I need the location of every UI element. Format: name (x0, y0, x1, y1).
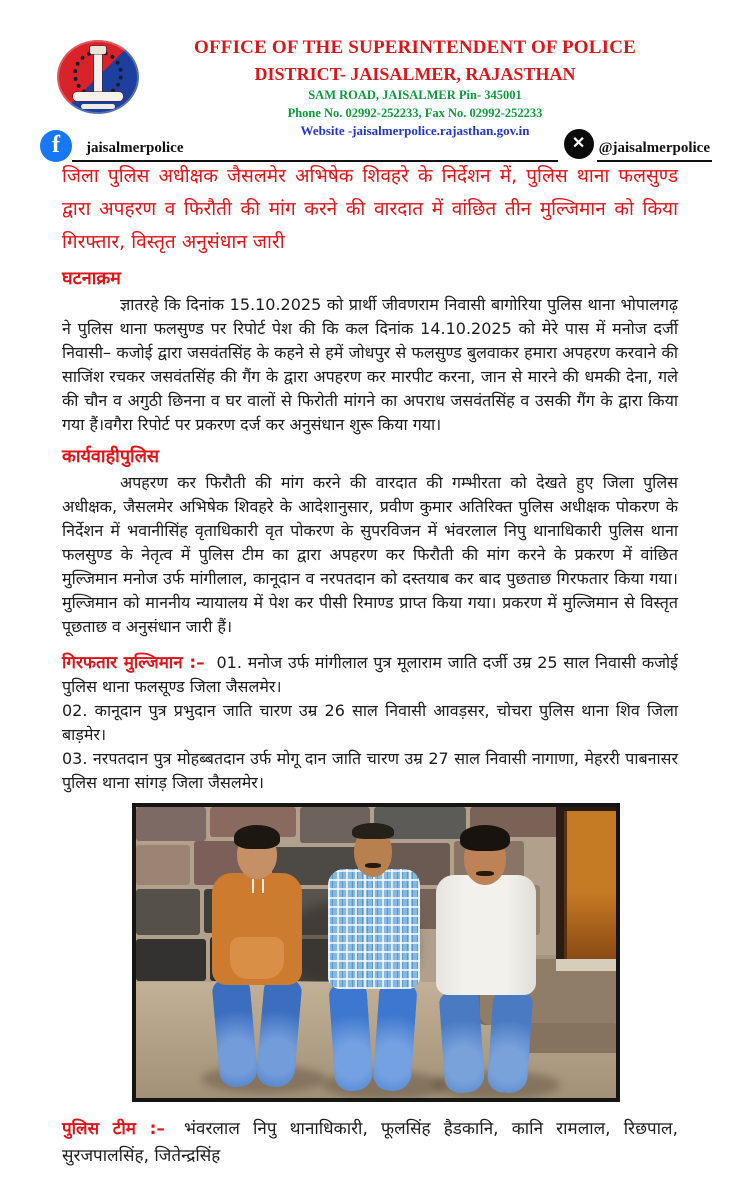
person-right-mustache (476, 871, 494, 876)
section-heading-events: घटनाक्रम (62, 268, 121, 289)
emblem-crest (90, 46, 106, 54)
arrested-item-1: 01. मनोज उर्फ मांगीलाल पुत्र मूलाराम जाति दर्जी उम्र 25 साल निवासी कजोई पुलिस थाना फलसूण्ड जिला जैसलमेर। (62, 653, 678, 696)
wooden-door (564, 811, 616, 959)
arrested-list-line-1 (62, 651, 678, 699)
person-left-hair (234, 825, 280, 849)
x-twitter-icon: ✕ (564, 129, 594, 159)
door-sill (556, 959, 616, 971)
person-middle-torso (328, 869, 420, 989)
facebook-icon: f (40, 130, 72, 162)
person-middle-leg (328, 982, 373, 1092)
person-middle-leg (372, 982, 417, 1092)
district-title: DISTRICT- JAISALMER, RAJASTHAN (254, 64, 576, 84)
facebook-handle: jaisalmerpolice (72, 140, 558, 162)
wall-stone (136, 807, 206, 841)
x-handle: @jaisalmerpolice (597, 140, 712, 162)
person-left-pocket (230, 937, 284, 979)
events-paragraph: ज्ञातरहे कि दिनांक 15.10.2025 को प्रार्थी जीवणराम निवासी बागोरिया पुलिस थाना भोपालगढ़ ने पुलिस थाना फलसुण्ड पर रिपोर्ट पेश की कि कल दिनांक 14.10.2025 को मेरे पास में मनोज दर्जी निवासी– कजोई द्वारा जसवंतसिंह के कहने से हमें जोधपुर से फलसुण्ड बुलवाकर हमारा अपहरण करवाने की साजिंश रचकर जसवंतसिंह की गैंग के द्वारा अपहरण कर मारपीट करना, जान से मारने की धमकी देना, गले की चौन व अगुठी छिनना व घर वालों से फिरोती मांगने का अपराध जसवंतसिंह व उसकी गैंग के द्वारा किया गया हैं।वगैरा रिपोर्ट पर प्रकरण दर्ज कर अनुसंधान शुरू किया गया। (62, 295, 678, 434)
person-left-drawstring (252, 879, 254, 893)
action-paragraph: अपहरण कर फिरौती की मांग करने की वारदात की गम्भीरता को देखते हुए जिला पुलिस अधीक्षक, जैसलमेर अभिषेक शिवहरे के आदेशानुसार, प्रवीण कुमार अतिरिक्त पुलिस अधीक्षक पोकरण के निर्देशन में भवानीसिंह वृताधिकारी वृत पोकरण के सुपरविजन में भंवरलाल निपु थानाधिकारी पुलिस थाना फलसुण्ड के नेतृत्व में पुलिस टीम का द्वारा अपहरण कर फिरौती की मांग करने के प्रकरण में वांछित मुल्जिमान मनोज उर्फ मांगीलाल, कानूदान व नरपतदान को दस्तयाब कर बाद पुछताछ गिरफतार किया गया। मुल्जिमान को माननीय न्यायालय में पेश कर पीसी रिमाण्ड प्राप्त किया गया। प्रकरण में मुल्जिमान से विस्तृत पूछताछ व अनुसंधान जारी हैं। (62, 473, 678, 636)
emblem-scroll (81, 104, 115, 109)
wall-stone (136, 939, 206, 981)
team-label: पुलिस टीम :– (62, 1119, 165, 1139)
person-right-leg (438, 990, 485, 1095)
person-right-leg (486, 990, 533, 1095)
person-middle-hair (352, 823, 394, 839)
emblem-banner (73, 92, 123, 101)
arrested-label: गिरफतार मुल्जिमान :– (62, 653, 205, 673)
social-bar (40, 125, 712, 162)
suspects-photo (132, 803, 620, 1102)
letterhead (150, 37, 680, 139)
person-middle-mustache (365, 863, 381, 868)
arrested-item-3: 03. नरपतदान पुत्र मोहब्बतदान उर्फ मोगू दान जाति चारण उम्र 27 साल निवासी नागाणा, मेहररी पाबनासर पुलिस थाना सांगड़ जिला जैसलमेर। (62, 749, 678, 792)
team-members: भंवरलाल निपु थानाधिकारी, फूलसिंह हैडकानि, कानि रामलाल, रिछपाल, सुरजपालसिंह, जितेन्द्रसिंह (62, 1119, 678, 1166)
wall-stone (136, 845, 190, 885)
wall-stone (136, 889, 200, 935)
person-left-drawstring (262, 879, 264, 893)
press-note-body (62, 160, 678, 1170)
phone-fax-line: Phone No. 02992-252233, Fax No. 02992-252233 (287, 106, 543, 120)
arrested-item-2: 02. कानूदान पुत्र प्रभुदान जाति चारण उम्र 26 साल निवासी आवड़सर, चोचरा पुलिस थाना शिव जिला बाड़मेर। (62, 701, 678, 744)
police-emblem-logo (57, 40, 139, 114)
headline: जिला पुलिस अधीक्षक जैसलमेर अभिषेक शिवहरे के निर्देशन में, पुलिस थाना फलसुण्ड द्वारा अपहरण व फिरौती की मांग करने की वारदात में वांछित तीन मुल्जिमान को किया गिरफ्तार, विस्तृत अनुसंधान जारी (62, 165, 678, 253)
section-heading-action: कार्यवाहीपुलिस (62, 446, 160, 467)
website-line: Website -jaisalmerpolice.rajasthan.gov.in (300, 123, 530, 138)
person-right-hair (460, 825, 510, 851)
police-team-line (62, 1116, 678, 1170)
office-title: OFFICE OF THE SUPERINTENDENT OF POLICE (193, 37, 637, 58)
person-right-torso (436, 875, 536, 995)
address-line: SAM ROAD, JAISALMER Pin- 345001 (308, 88, 522, 102)
